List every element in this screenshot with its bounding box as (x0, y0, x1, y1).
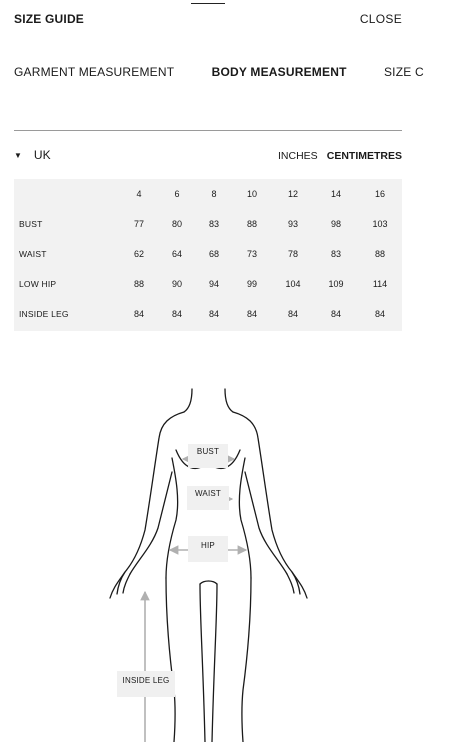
table-cell: 99 (246, 279, 257, 289)
row-label: WAIST (19, 249, 47, 259)
inside-leg-label: INSIDE LEG (117, 671, 175, 697)
tab-body-measurement[interactable]: BODY MEASUREMENT (211, 65, 347, 79)
bust-label: BUST (188, 444, 228, 468)
table-cell: 84 (374, 309, 385, 319)
table-header-row (14, 179, 402, 209)
size-header: 6 (174, 189, 180, 199)
body-measurement-diagram (0, 360, 416, 742)
table-cell: 114 (372, 279, 388, 289)
table-cell: 88 (374, 249, 385, 259)
table-cell: 84 (330, 309, 341, 319)
row-label: INSIDE LEG (19, 309, 69, 319)
region-dropdown[interactable] (14, 148, 51, 162)
table-cell: 103 (372, 219, 388, 229)
table-cell: 83 (208, 219, 219, 229)
unit-inches-toggle[interactable]: INCHES (278, 150, 318, 162)
table-cell: 98 (330, 219, 341, 229)
size-header: 14 (330, 189, 341, 199)
table-cell: 84 (246, 309, 257, 319)
table-row-low-hip (14, 269, 402, 299)
table-cell: 84 (133, 309, 144, 319)
table-row-inside-leg (14, 299, 402, 329)
size-header: 4 (136, 189, 142, 199)
caret-down-icon: ▼ (14, 151, 22, 160)
table-cell: 84 (287, 309, 298, 319)
table-cell: 80 (171, 219, 182, 229)
table-cell: 88 (133, 279, 144, 289)
table-row-waist (14, 239, 402, 269)
tab-garment-measurement[interactable]: GARMENT MEASUREMENT (14, 65, 175, 79)
measurement-tabs (14, 65, 424, 83)
table-cell: 62 (133, 249, 144, 259)
close-button[interactable]: CLOSE (359, 12, 402, 26)
table-cell: 93 (287, 219, 298, 229)
header (0, 0, 416, 40)
table-cell: 73 (246, 249, 257, 259)
size-header: 10 (246, 189, 257, 199)
size-header: 16 (374, 189, 385, 199)
table-cell: 104 (285, 279, 301, 289)
table-cell: 94 (208, 279, 219, 289)
table-cell: 77 (133, 219, 144, 229)
unit-centimetres-toggle[interactable]: CENTIMETRES (326, 150, 402, 162)
tab-size-conversion[interactable]: SIZE C (383, 65, 424, 79)
table-row-bust (14, 209, 402, 239)
table-cell: 109 (328, 279, 344, 289)
table-cell: 68 (208, 249, 219, 259)
unit-selector-row (14, 148, 402, 166)
table-cell: 84 (208, 309, 219, 319)
table-cell: 78 (287, 249, 298, 259)
table-cell: 84 (171, 309, 182, 319)
waist-label: WAIST (187, 486, 229, 510)
size-header: 12 (287, 189, 298, 199)
hip-label: HIP (188, 536, 228, 562)
table-cell: 88 (246, 219, 257, 229)
size-header: 8 (211, 189, 217, 199)
region-label: UK (33, 148, 51, 162)
table-cell: 64 (171, 249, 182, 259)
divider (14, 130, 402, 131)
size-table (14, 179, 402, 331)
table-cell: 90 (171, 279, 182, 289)
table-cell: 83 (330, 249, 341, 259)
row-label: LOW HIP (19, 279, 57, 289)
row-label: BUST (19, 219, 43, 229)
page-title: SIZE GUIDE (14, 12, 85, 26)
